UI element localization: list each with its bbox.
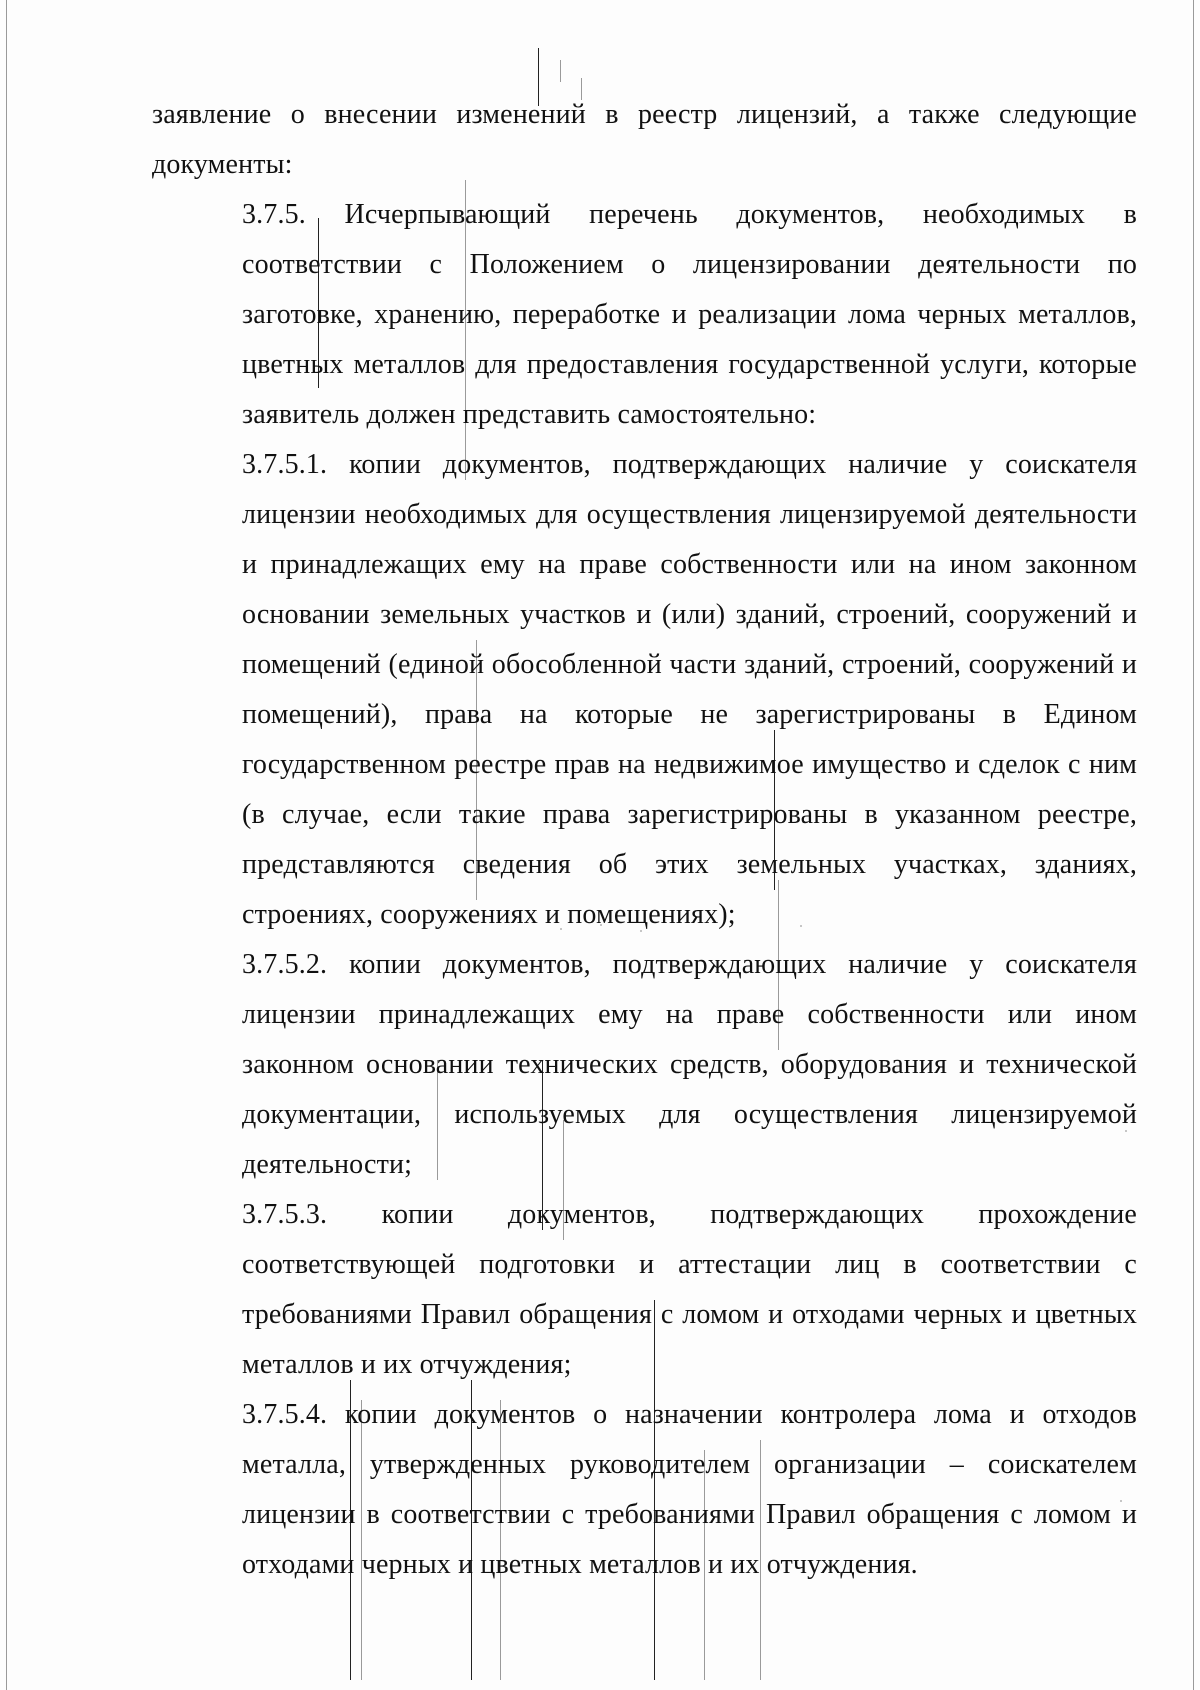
paragraph-3-7-5-3: 3.7.5.3. копии документов, подтверждающих прохождение соответствующей подготовки и аттестации лиц в соответствии с требованиями Правил обращения с ломом и отходами черных и цветных металлов и их отчуждения;: [242, 1199, 1137, 1380]
paragraph-3-7-5: 3.7.5. Исчерпывающий перечень документов, необходимых в соответствии с Положением о лицензировании деятельности по заготовке, хранению, переработке и реализации лома черных металлов, цветных металлов для предоставления государственной услуги, которые заявитель должен представить самостоятельно:: [242, 199, 1137, 430]
document-body: [152, 90, 1137, 1590]
paragraph-3-7-5-2: 3.7.5.2. копии документов, подтверждающих наличие у соискателя лицензии принадлежащих ему на праве собственности или ином законном основании технических средств, оборудования и технической документации, используемых для осуществления лицензируемой деятельности;: [242, 949, 1137, 1180]
paragraph-3-7-5-4: 3.7.5.4. копии документов о назначении контролера лома и отходов металла, утвержденных руководителем организации – соискателем лицензии в соответствии с требованиями Правил обращения с ломом и отходами черных и цветных металлов и их отчуждения.: [242, 1399, 1137, 1580]
paragraph-3-7-5-1: 3.7.5.1. копии документов, подтверждающих наличие у соискателя лицензии необходимых для осуществления лицензируемой деятельности и принадлежащих ему на праве собственности или на ином законном основании земельных участков и (или) зданий, строений, сооружений и помещений (единой обособленной части зданий, строений, сооружений и помещений), права на которые не зарегистрированы в Едином государственном реестре прав на недвижимое имущество и сделок с ним (в случае, если такие права зарегистрированы в указанном реестре, представляются сведения об этих земельных участках, зданиях, строениях, сооружениях и помещениях);: [242, 449, 1137, 930]
scan-streak: [1193, 0, 1194, 1690]
paragraph-continuation: заявление о внесении изменений в реестр лицензий, а также следующие документы:: [152, 99, 1137, 180]
scan-streak: [6, 0, 7, 1690]
scan-streak: [560, 60, 561, 82]
